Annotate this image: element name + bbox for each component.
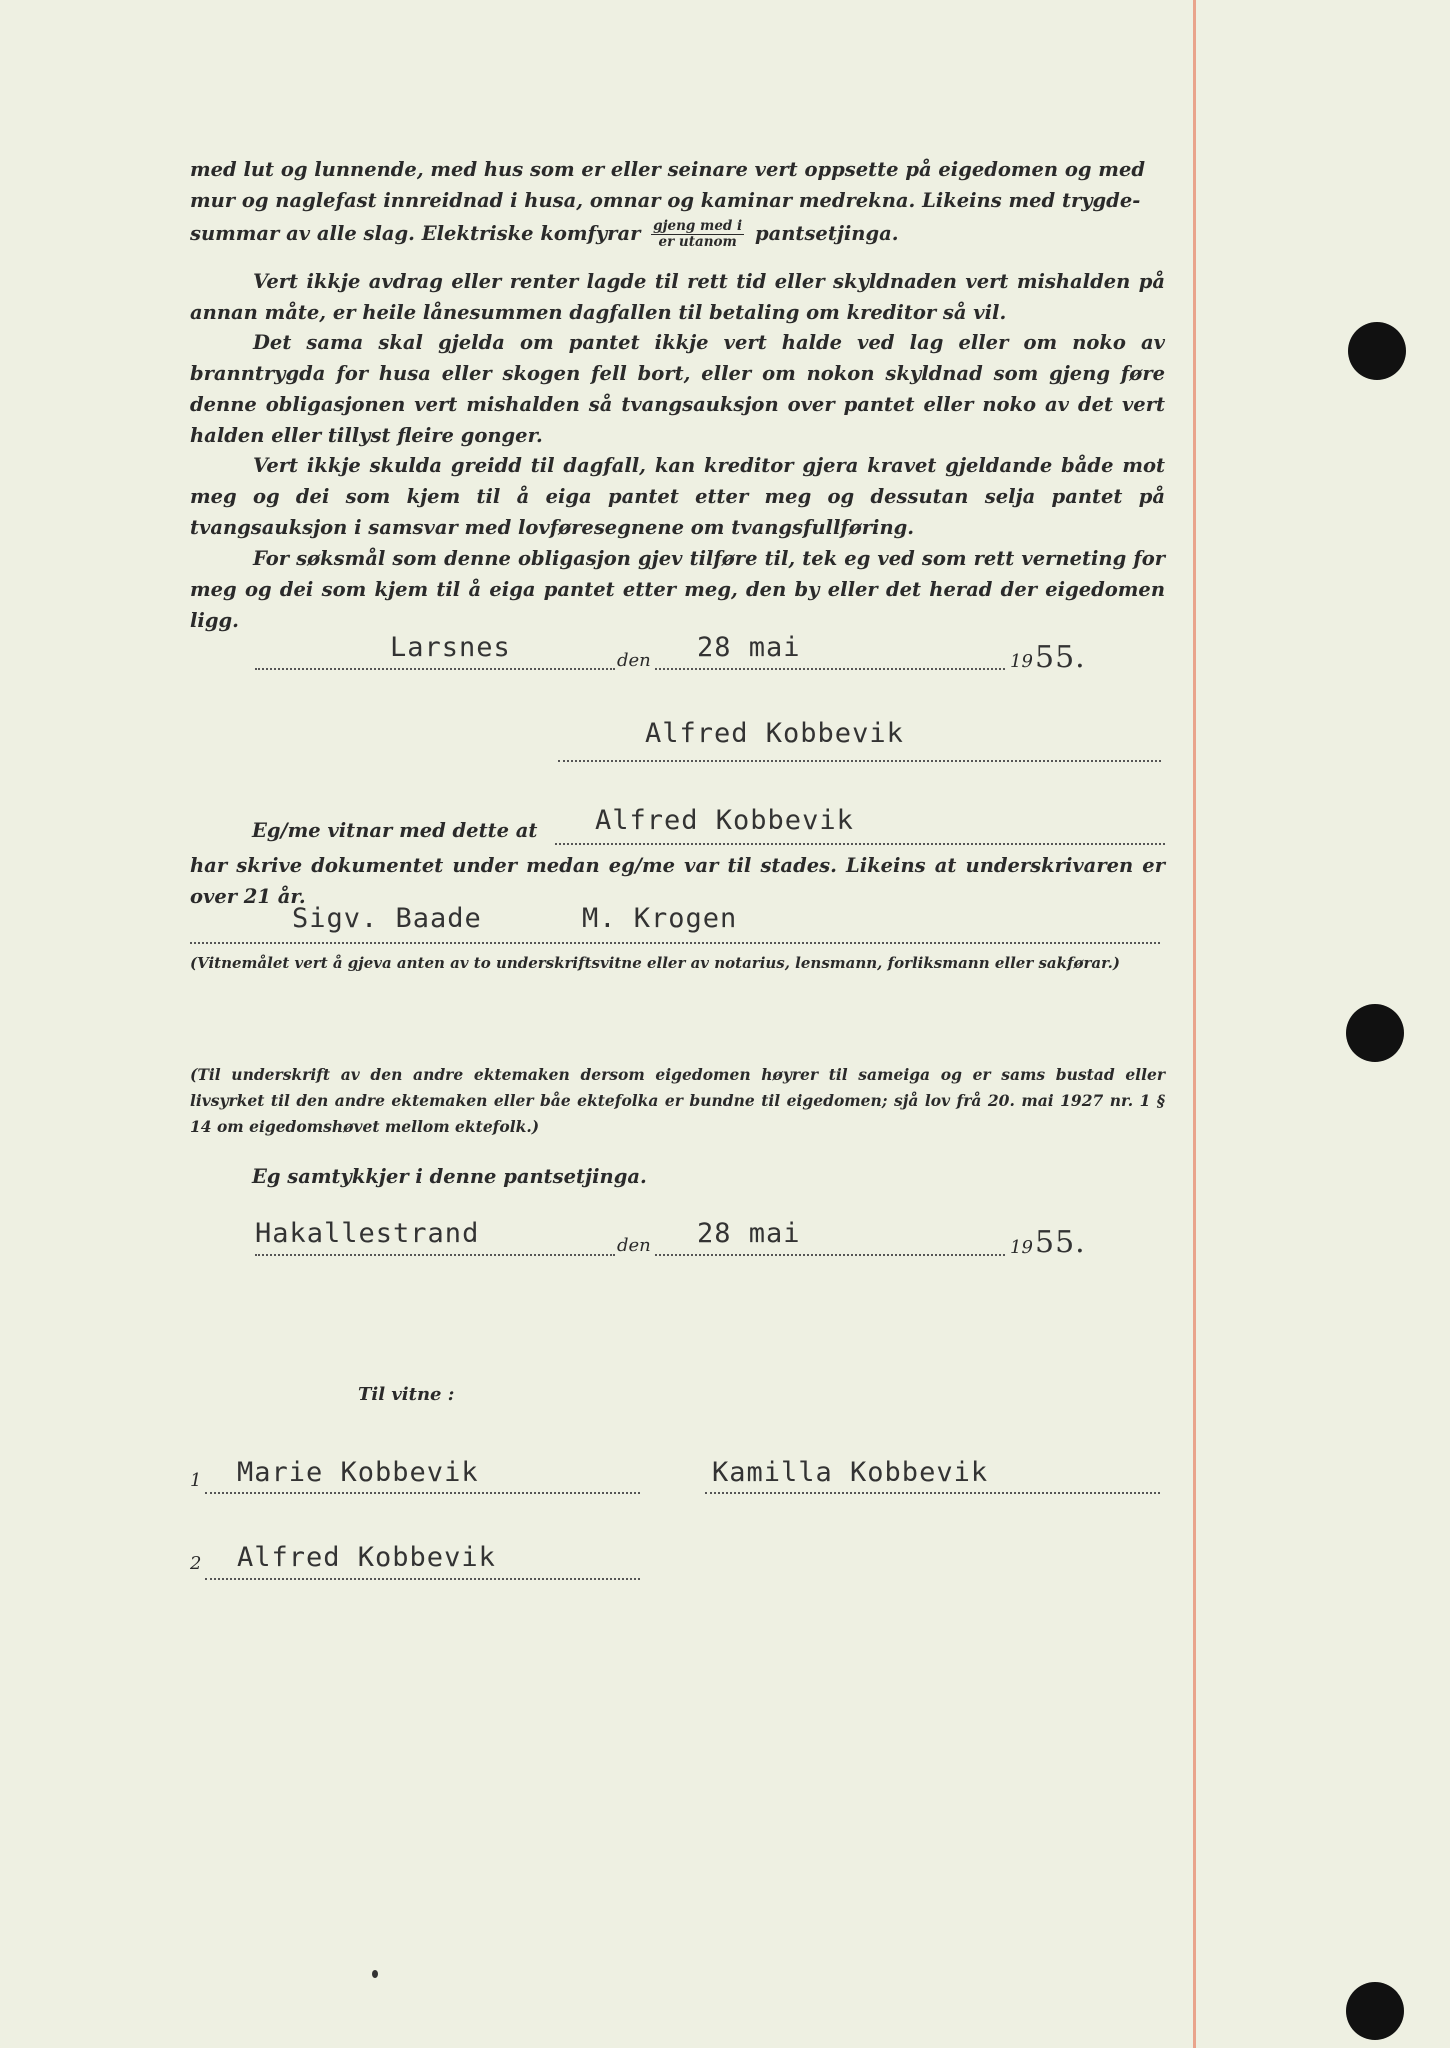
fraction-choice: $\frac{\text{gjeng med i}}{\text{er utanom}}$	[653, 218, 743, 250]
den-label: den	[617, 1235, 651, 1256]
til-vitne-witness-1: Marie Kobbevik	[237, 1457, 479, 1488]
year-prefix: 19	[1010, 651, 1033, 672]
dotted-line	[255, 668, 615, 670]
punch-hole	[1348, 322, 1406, 380]
signature-line	[705, 1492, 1160, 1494]
signature-line	[190, 942, 1160, 944]
text-line: summar av alle slag. Elektriske komfyrar $\frac{\text{gjeng med i}}{\text{er utanom}}$ pantsetjinga.	[190, 218, 899, 250]
signature-line	[205, 1492, 640, 1494]
text-line: mur og naglefast innreidnad i husa, omnar og kaminar medrekna. Likeins med trygde-	[190, 189, 1141, 212]
year-field: 55.	[1035, 640, 1086, 675]
place-field: Hakallestrand	[255, 1218, 480, 1249]
text-line: med lut og lunnende, med hus som er eller seinare vert oppsette på eigedomen og med	[190, 158, 1145, 181]
dotted-line	[655, 668, 1005, 670]
til-vitne-witness-2: Alfred Kobbevik	[237, 1542, 496, 1573]
place-field: Larsnes	[390, 632, 511, 663]
year-field: 55.	[1035, 1225, 1086, 1260]
date-field: 28 mai	[697, 632, 801, 663]
dotted-line	[555, 843, 1165, 845]
til-vitne-label: Til vitne :	[358, 1384, 455, 1405]
spouse-signature: Kamilla Kobbevik	[712, 1457, 989, 1488]
witness-text: har skrive dokumentet under medan eg/me var til stades. Likeins at underskrivaren er over 21 år.	[190, 854, 1165, 908]
signature-line	[558, 760, 1161, 762]
witness-2-signature: M. Krogen	[582, 903, 738, 934]
punch-hole	[1346, 1982, 1404, 2040]
ink-dot	[372, 1970, 378, 1978]
consent-text: Eg samtykkjer i denne pantsetjinga.	[252, 1165, 647, 1188]
signature-line	[205, 1578, 640, 1580]
punch-hole	[1346, 1004, 1404, 1062]
witness-note: (Vitnemålet vert å gjeva anten av to underskriftsvitne eller av notarius, lensmann, forliksmann eller sakførar.)	[190, 954, 1120, 972]
paragraph-fire-insurance: Det sama skal gjelda om pantet ikkje vert halde ved lag eller om noko av branntrygda for husa eller skogen fell bort, eller om nokon skyldnad som gjeng føre denne obligasjonen vert mishalden så tvangsauksjon over pantet eller noko av det vert halden eller tillyst fleire gonger.	[190, 331, 1165, 447]
witness-number: 2	[190, 1553, 202, 1574]
dotted-line	[655, 1254, 1005, 1256]
witness-number: 1	[190, 1470, 202, 1491]
paragraph-collection: Vert ikkje skulda greidd til dagfall, kan kreditor gjera kravet gjeldande både mot meg og dei som kjem til å eiga pantet etter meg og dessutan selja pantet på tvangsauksjon i samsvar med lovføresegnene om tvangsfullføring.	[190, 454, 1165, 539]
margin-line	[1193, 0, 1196, 2048]
den-label: den	[617, 650, 651, 671]
date-field: 28 mai	[697, 1218, 801, 1249]
witness-label: Eg/me vitnar med dette at	[252, 819, 538, 842]
witness-subject-name: Alfred Kobbevik	[595, 805, 854, 836]
debtor-signature: Alfred Kobbevik	[645, 718, 904, 749]
witness-1-signature: Sigv. Baade	[292, 903, 482, 934]
paragraph-default: Vert ikkje avdrag eller renter lagde til rett tid eller skyldnaden vert mishalden på annan måte, er heile lånesummen dagfallen til betaling om kreditor så vil.	[190, 270, 1165, 324]
paragraph-collateral	[190, 154, 1165, 250]
year-prefix: 19	[1010, 1237, 1033, 1258]
spouse-note: (Til underskrift av den andre ektemaken dersom eigedomen høyrer til sameiga og er sams bustad eller livsyrket til den andre ektemaken eller båe ektefolka er bundne til eigedomen; sjå lov frå 20. mai 1927 nr. 1 § 14 om eigedomshøvet mellom ektefolk.)	[190, 1065, 1165, 1136]
paragraph-venue: For søksmål som denne obligasjon gjev tilføre til, tek eg ved som rett verneting for meg og dei som kjem til å eiga pantet etter meg, den by eller det herad der eigedomen ligg.	[190, 547, 1165, 632]
dotted-line	[255, 1254, 615, 1256]
